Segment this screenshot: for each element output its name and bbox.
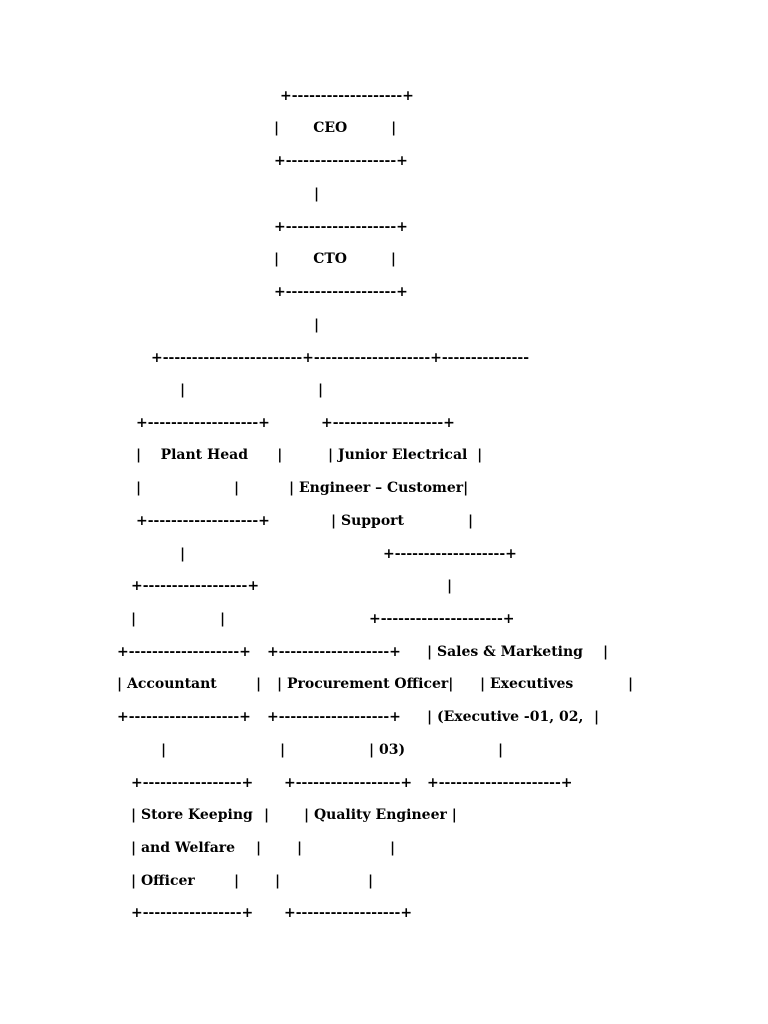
accountant-box-right-side: | — [256, 676, 262, 692]
quality-engineer-box-left-side-2: | — [297, 840, 303, 856]
plant-head-box-top-border: +-------------------+ — [136, 415, 270, 431]
accountant-box-label: | Accountant — [117, 676, 217, 692]
sales-box-label-2: | Executives — [480, 676, 574, 692]
plant-head-box-left-side: | — [136, 480, 142, 496]
store-keeping-box-right-side-1: | — [264, 807, 270, 823]
procurement-box-bottom-border: +-------------------+ — [267, 709, 401, 725]
ceo-cto-connector: | — [314, 186, 320, 202]
quality-engineer-box-right-side-3: | — [368, 873, 374, 889]
sales-box-right-side-4: | — [498, 742, 504, 758]
quality-engineer-box-top-border: +------------------+ — [284, 775, 413, 791]
store-keeping-box-label-2: | and Welfare — [131, 840, 236, 856]
sales-box-bottom-border: +---------------------+ — [427, 775, 573, 791]
accountant-box-top-border: +-------------------+ — [117, 644, 251, 660]
store-keeping-box-label-1: | Store Keeping — [131, 807, 253, 823]
accountant-box-bottom-border: +-------------------+ — [117, 709, 251, 725]
junior-engineer-box-top-border: +-------------------+ — [321, 415, 455, 431]
store-keeping-box-label-3: | Officer — [131, 873, 195, 889]
quality-engineer-box-left-side-3: | — [275, 873, 281, 889]
sales-box-top-border: +---------------------+ — [369, 611, 515, 627]
junior-engineer-down-connector: | — [447, 578, 453, 594]
branch-line: +------------------------+--------------------+--------------- — [151, 350, 530, 366]
quality-engineer-box-label: | Quality Engineer | — [304, 807, 457, 823]
sales-box-right-side-2: | — [628, 676, 634, 692]
ceo-box-label: | CEO | — [274, 120, 397, 136]
ceo-box-bottom-border: +-------------------+ — [274, 153, 408, 169]
cto-box-label: | CTO | — [274, 251, 396, 267]
plant-head-box-right-side: | — [234, 480, 240, 496]
junior-engineer-box-label-3: | Support — [331, 513, 405, 529]
junior-engineer-box-bottom-border: +-------------------+ — [383, 546, 517, 562]
plant-branch-connector-left: | — [131, 611, 137, 627]
store-keeping-box-top-border: +-----------------+ — [131, 775, 254, 791]
plant-head-box-label: | Plant Head | — [136, 447, 283, 463]
sales-box-label-3: | (Executive -01, 02, — [427, 709, 584, 725]
accountant-down-connector: | — [161, 742, 167, 758]
cto-box-top-border: +-------------------+ — [274, 219, 408, 235]
junior-engineer-box-label-1: | Junior Electrical | — [328, 447, 483, 463]
cto-box-bottom-border: +-------------------+ — [274, 284, 408, 300]
plant-branch-line: +------------------+ — [131, 578, 260, 594]
branch-connector-middle: | — [318, 382, 324, 398]
sales-box-label-4: | 03) — [369, 742, 406, 758]
plant-head-down-connector: | — [180, 546, 186, 562]
plant-head-box-bottom-border: +-------------------+ — [136, 513, 270, 529]
procurement-box-label: | Procurement Officer| — [277, 676, 454, 692]
cto-down-connector: | — [314, 317, 320, 333]
junior-engineer-box-right-side: | — [468, 513, 474, 529]
procurement-down-connector: | — [280, 742, 286, 758]
junior-engineer-box-label-2: | Engineer – Customer| — [289, 480, 469, 496]
quality-engineer-box-bottom-border: +------------------+ — [284, 905, 413, 921]
plant-branch-connector-right: | — [220, 611, 226, 627]
procurement-box-top-border: +-------------------+ — [267, 644, 401, 660]
store-keeping-box-right-side-2: | — [256, 840, 262, 856]
store-keeping-box-right-side-3: | — [234, 873, 240, 889]
branch-connector-left: | — [180, 382, 186, 398]
ceo-box-top-border: +-------------------+ — [280, 88, 414, 104]
quality-engineer-box-right-side-2: | — [390, 840, 396, 856]
sales-box-right-side-3: | — [594, 709, 600, 725]
sales-box-right-side-1: | — [603, 644, 609, 660]
sales-box-label-1: | Sales & Marketing — [427, 644, 583, 660]
store-keeping-box-bottom-border: +-----------------+ — [131, 905, 254, 921]
